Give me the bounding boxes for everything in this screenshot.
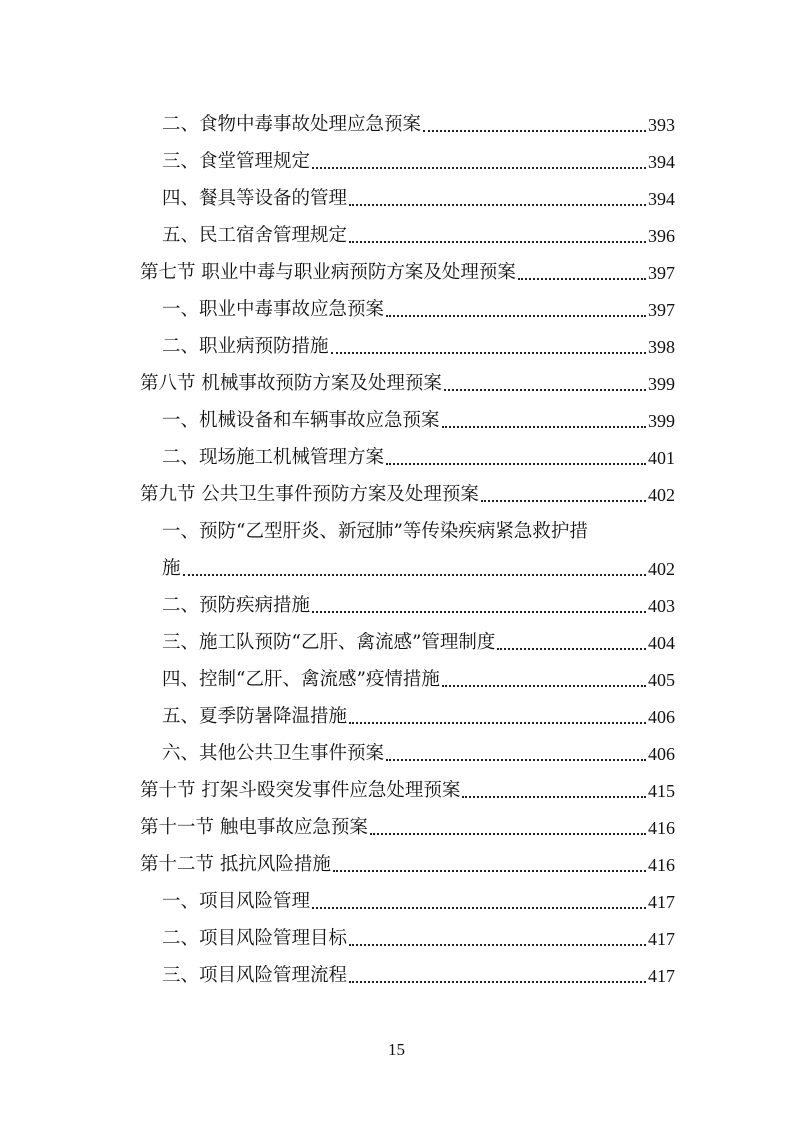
toc-entry-page: 416 (648, 855, 675, 875)
toc-entry[interactable] (140, 470, 675, 507)
toc-entry[interactable] (162, 692, 675, 729)
toc-entry-page: 398 (648, 337, 675, 357)
toc-entry-text: 二、预防疾病措施 (162, 595, 311, 616)
toc-entry-text: 第十二节 抵抗风险措施 (140, 854, 331, 875)
toc-entry[interactable] (162, 211, 675, 248)
toc-entry-text: 施 (162, 558, 181, 579)
toc-entry-page: 401 (648, 448, 675, 468)
toc-entry[interactable] (140, 840, 675, 877)
toc-entry-page: 402 (648, 559, 675, 579)
toc-entry[interactable] (162, 655, 675, 692)
leader-dots (349, 241, 646, 243)
toc-entry[interactable] (140, 766, 675, 803)
leader-dots (349, 204, 646, 206)
toc-entry-text: 二、现场施工机械管理方案 (162, 447, 385, 468)
leader-dots (333, 870, 646, 872)
toc-entry-page: 417 (648, 966, 675, 986)
toc-entry[interactable] (162, 507, 675, 544)
leader-dots (386, 759, 646, 761)
toc-entry-page: 399 (648, 411, 675, 431)
toc-entry[interactable] (140, 359, 675, 396)
leader-dots (312, 611, 646, 613)
toc-entry-page: 394 (648, 189, 675, 209)
leader-dots (386, 463, 646, 465)
leader-dots (370, 833, 646, 835)
leader-dots (481, 500, 646, 502)
toc-entry[interactable] (162, 951, 675, 988)
toc-entry-text: 三、施工队预防“乙肝、禽流感”管理制度 (162, 632, 496, 653)
toc-entry-page: 417 (648, 929, 675, 949)
toc-entry-page: 397 (648, 300, 675, 320)
leader-dots (423, 130, 646, 132)
toc-entry-text: 三、项目风险管理流程 (162, 965, 348, 986)
toc-entry-page: 415 (648, 781, 675, 801)
toc-entry[interactable] (162, 877, 675, 914)
toc-entry[interactable] (162, 396, 675, 433)
leader-dots (442, 426, 646, 428)
toc-entry-text: 第九节 公共卫生事件预防方案及处理预案 (140, 484, 479, 505)
toc-entry[interactable] (162, 729, 675, 766)
toc-entry[interactable] (162, 914, 675, 951)
toc-entry-page: 394 (648, 152, 675, 172)
toc-entry[interactable] (140, 803, 675, 840)
toc-entry-text: 四、控制“乙肝、禽流感”疫情措施 (162, 669, 440, 690)
toc-entry[interactable] (162, 137, 675, 174)
leader-dots (386, 315, 646, 317)
toc-entry-page: 417 (648, 892, 675, 912)
toc-entry[interactable] (162, 322, 675, 359)
leader-dots (349, 944, 646, 946)
toc-entry-page: 416 (648, 818, 675, 838)
toc-entry-page: 399 (648, 374, 675, 394)
page-number: 15 (388, 1040, 405, 1059)
toc-entry-page: 402 (648, 485, 675, 505)
leader-dots (312, 907, 646, 909)
leader-dots (442, 685, 646, 687)
toc-entry-text: 第八节 机械事故预防方案及处理预案 (140, 373, 442, 394)
leader-dots (462, 796, 646, 798)
toc-entry-page: 404 (648, 633, 675, 653)
toc-entry[interactable] (162, 174, 675, 211)
toc-entry-page: 406 (648, 707, 675, 727)
toc-entry-text: 第七节 职业中毒与职业病预防方案及处理预案 (140, 262, 516, 283)
toc-entry-text: 一、机械设备和车辆事故应急预案 (162, 410, 440, 431)
leader-dots (331, 352, 646, 354)
toc-entry-text: 五、夏季防暑降温措施 (162, 706, 348, 727)
leader-dots (518, 278, 646, 280)
toc-entry-page: 403 (648, 596, 675, 616)
toc-entry[interactable] (162, 433, 675, 470)
toc-entry-page: 405 (648, 670, 675, 690)
toc-entry-text: 二、食物中毒事故处理应急预案 (162, 114, 422, 135)
toc-entry[interactable] (162, 581, 675, 618)
toc-entry-text: 第十一节 触电事故应急预案 (140, 817, 368, 838)
toc-entry-text: 三、食堂管理规定 (162, 151, 311, 172)
toc-entry-continuation[interactable] (162, 544, 675, 581)
leader-dots (497, 648, 646, 650)
leader-dots (183, 574, 646, 576)
leader-dots (312, 167, 646, 169)
toc-entry[interactable] (140, 248, 675, 285)
leader-dots (444, 389, 646, 391)
toc-entry-page: 406 (648, 744, 675, 764)
toc-entry-text: 一、预防“乙型肝炎、新冠肺”等传染疾病紧急救护措 (162, 521, 588, 542)
toc-entry[interactable] (162, 285, 675, 322)
leader-dots (349, 981, 646, 983)
toc-entry-text: 六、其他公共卫生事件预案 (162, 743, 385, 764)
toc-entry-page: 396 (648, 226, 675, 246)
toc-entry-text: 四、餐具等设备的管理 (162, 188, 348, 209)
toc-entry-text: 五、民工宿舍管理规定 (162, 225, 348, 246)
toc-entry[interactable] (162, 100, 675, 137)
toc-entry[interactable] (162, 618, 675, 655)
leader-dots (349, 722, 646, 724)
toc-entry-text: 第十节 打架斗殴突发事件应急处理预案 (140, 780, 461, 801)
toc-entry-text: 一、项目风险管理 (162, 891, 311, 912)
toc-entry-page: 397 (648, 263, 675, 283)
toc-entry-text: 一、职业中毒事故应急预案 (162, 299, 385, 320)
toc-entry-text: 二、项目风险管理目标 (162, 928, 348, 949)
toc-entry-text: 二、职业病预防措施 (162, 336, 329, 357)
toc-entry-page: 393 (648, 115, 675, 135)
